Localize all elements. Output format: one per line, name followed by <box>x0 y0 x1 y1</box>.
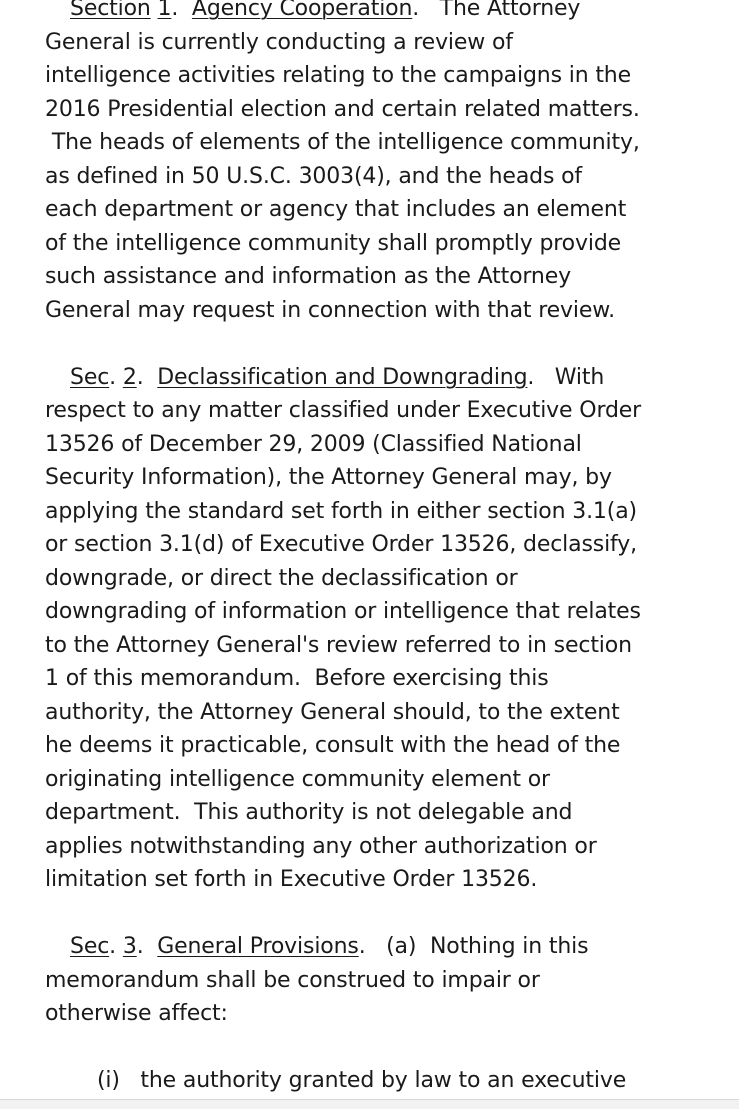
paragraph-line: respect to any matter classified under Executive Order <box>45 398 642 423</box>
section-heading: Declassification and Downgrading <box>157 364 528 390</box>
section-first-line-text: With <box>554 364 605 390</box>
paragraph-line: each department or agency that includes an element <box>45 197 627 222</box>
section-label: Sec <box>70 934 110 959</box>
section-heading: General Provisions <box>157 934 359 959</box>
section-2-heading-line: Sec. 2. Declassification and Downgrading. With <box>70 364 605 390</box>
paragraph-line: applies notwithstanding any other authorization or <box>45 833 597 859</box>
section-1 <box>45 0 725 327</box>
paragraph-line: 2016 Presidential election and certain related matters. <box>45 96 640 122</box>
section-label: Section <box>70 0 151 21</box>
paragraph-gap <box>45 1031 725 1065</box>
section-2 <box>45 361 725 897</box>
section-number: 1 <box>157 0 172 21</box>
paragraph-line: or section 3.1(d) of Executive Order 13526, declassify, <box>45 532 637 557</box>
paragraph-line: downgrade, or direct the declassification or <box>45 565 518 591</box>
section-first-line-text: The Attorney <box>439 0 581 21</box>
section-first-line-text: (a) Nothing in this <box>386 934 589 959</box>
paragraph-line: The heads of elements of the intelligence community, <box>45 130 640 155</box>
page-bottom-edge <box>0 1099 739 1109</box>
paragraph-line: such assistance and information as the Attorney <box>45 264 571 289</box>
paragraph-line: Security Information), the Attorney General may, by <box>45 465 612 490</box>
paragraph-line: intelligence activities relating to the campaigns in the <box>45 63 631 88</box>
subitem-marker: (i) <box>97 1068 120 1093</box>
section-label: Sec <box>70 364 110 390</box>
paragraph-line: applying the standard set forth in either section 3.1(a) <box>45 498 637 524</box>
subitem-line <box>45 1064 725 1098</box>
paragraph-line: otherwise affect: <box>45 1001 228 1026</box>
paragraph-line: General is currently conducting a review of <box>45 29 513 55</box>
paragraph-line: of the intelligence community shall promptly provide <box>45 230 622 256</box>
paragraph-line: department. This authority is not delegable and <box>45 800 573 825</box>
paragraph-line: memorandum shall be construed to impair or <box>45 967 540 993</box>
section-1-heading-line: Section 1. Agency Cooperation. The Attorney <box>45 0 725 26</box>
subitem-i <box>45 1064 725 1098</box>
paragraph-line: 13526 of December 29, 2009 (Classified National <box>45 431 582 457</box>
paragraph-line: downgrading of information or intelligence that relates <box>45 599 641 624</box>
paragraph-line: General may request in connection with that review. <box>45 297 615 323</box>
section-3 <box>45 930 725 1031</box>
paragraph-line: as defined in 50 U.S.C. 3003(4), and the heads of <box>45 163 583 189</box>
paragraph-gap <box>45 327 725 361</box>
paragraph-line: limitation set forth in Executive Order 13526. <box>45 867 538 892</box>
section-3-heading-line: Sec. 3. General Provisions. (a) Nothing in this <box>70 934 589 959</box>
section-number: 3 <box>122 934 137 959</box>
paragraph-line: authority, the Attorney General should, to the extent <box>45 699 620 725</box>
section-number: 2 <box>122 364 137 390</box>
paragraph-gap <box>45 897 725 931</box>
paragraph-line: 1 of this memorandum. Before exercising this <box>45 666 549 691</box>
memorandum-document <box>45 0 725 1098</box>
paragraph-line: originating intelligence community element or <box>45 766 550 792</box>
paragraph-line: he deems it practicable, consult with the head of the <box>45 733 621 758</box>
paragraph-line: to the Attorney General's review referred to in section <box>45 632 632 658</box>
section-heading: Agency Cooperation <box>191 0 413 21</box>
subitem-text: the authority granted by law to an executive <box>140 1068 627 1093</box>
